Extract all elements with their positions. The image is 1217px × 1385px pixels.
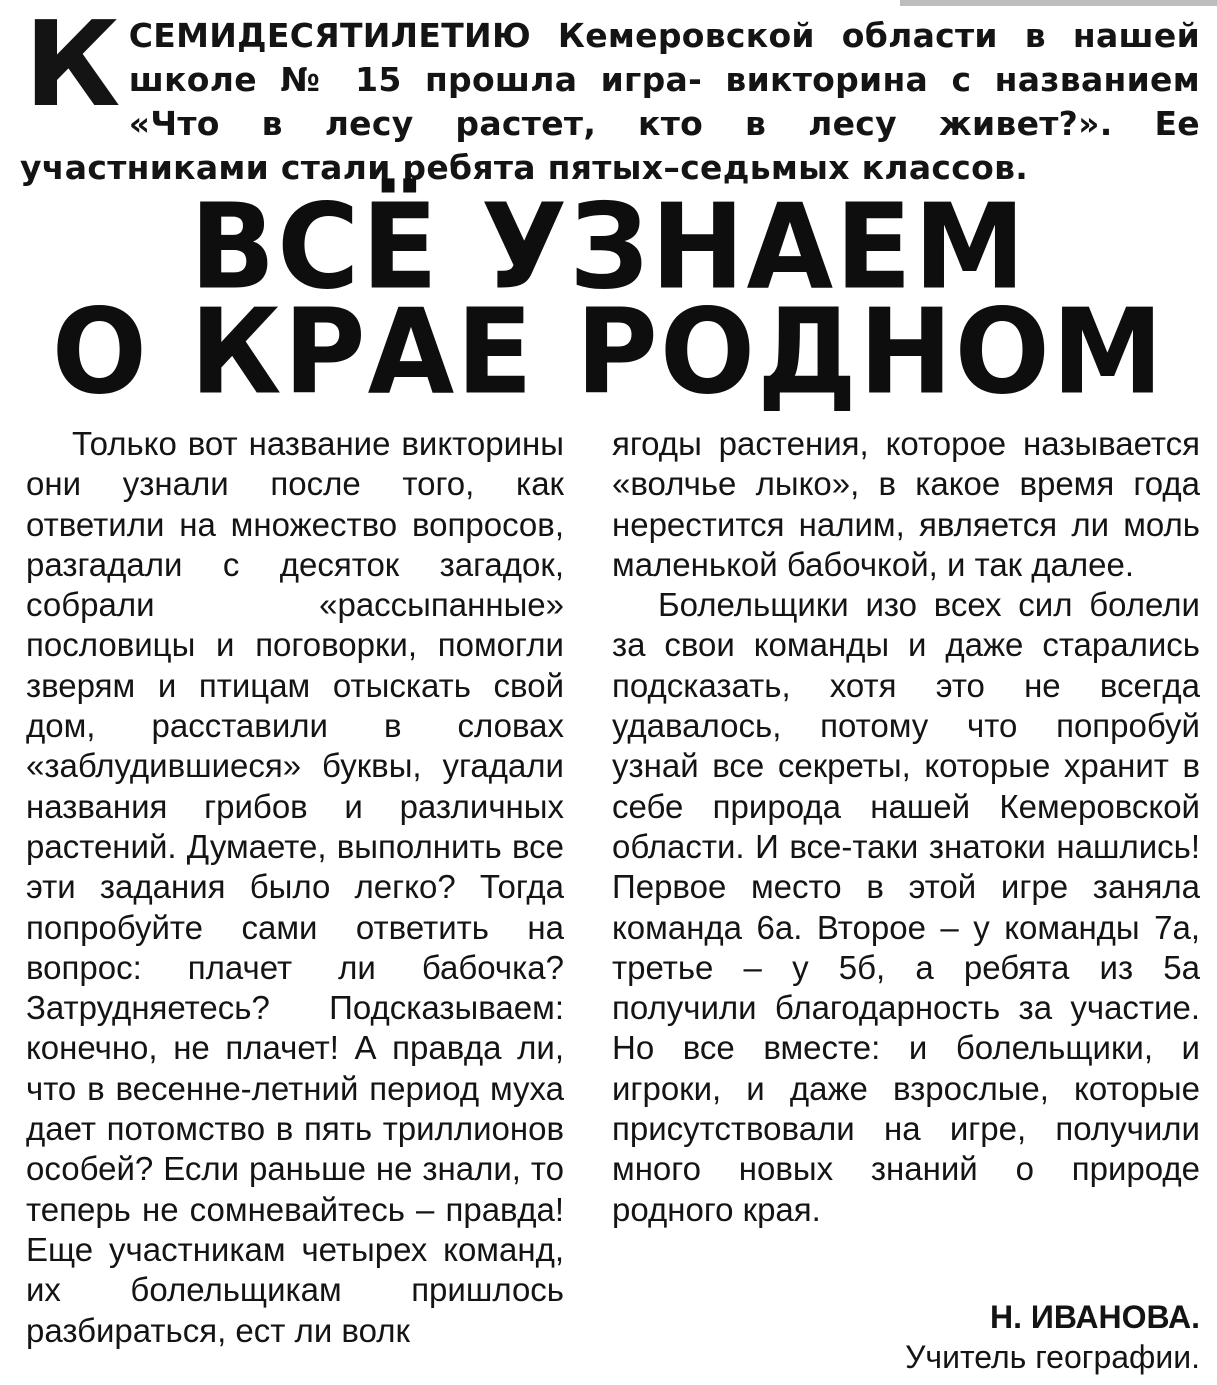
left-paragraph-1: Только вот название викторины они узнали после того, как ответили на множество вопросов, разгадали с десяток загадок, собрали «рассыпанные» пословицы и поговорки, помогли зверям и птицам отыскать свой дом, расставили в словах «заблудившиеся» буквы, угадали названия грибов и различных растений. Думаете, выполнить все эти задания было легко? Тогда попробуйте сами ответить на вопрос: плачет ли бабочка? Затрудняетесь? Подсказываем: конечно, не плачет! А правда ли, что в весенне-летний период муха дает потомство в пять триллионов особей? Если раньше не знали, то теперь не сомневайтесь – правда! Еще участникам четырех команд, их болельщикам пришлось разбираться, ест ли волк [26, 425, 564, 1349]
headline-line-1: ВСЁ УЗНАЕМ [189, 179, 1028, 316]
right-paragraph-2: Болельщики изо всех сил болели за свои команды и даже старались подсказать, хотя это не всегда удавалось, потому что попробуй узнай все секреты, которые хранит в себе природа нашей Кемеровской области. И все-таки знатоки нашлись! Первое место в этой игре заняла команда 6а. Второе – у команды 7а, третье – у 5б, а ребята из 5а получили благодарность за участие. Но все вместе: и болельщики, и игроки, и даже взрослые, которые присутствовали на игре, получили много новых знаний о природе родного края. [612, 586, 1200, 1228]
headline-line-2: О КРАЕ РОДНОМ [51, 284, 1166, 421]
right-paragraph-1: ягоды растения, которое называется «волчье лыко», в какое время года нерестится налим, является ли моль маленькой бабочкой, и так далее. [612, 425, 1200, 583]
headline [0, 179, 1217, 421]
lead-paragraph [20, 0, 1200, 190]
drop-cap: К [24, 0, 121, 133]
author-role: Учитель географии. [905, 1339, 1200, 1375]
left-column [26, 424, 564, 1351]
lead-text: СЕМИДЕСЯТИЛЕТИЮ Кемеровской области в нашей школе № 15 прошла игра- викторина с названием «Что в лесу растет, кто в лесу живет?». Ее участниками стали ребята пятых–седьмых классов. [20, 16, 1200, 187]
top-rule [900, 0, 1217, 6]
author-name: Н. ИВАНОВА. [989, 1299, 1200, 1335]
right-column [612, 424, 1200, 1230]
